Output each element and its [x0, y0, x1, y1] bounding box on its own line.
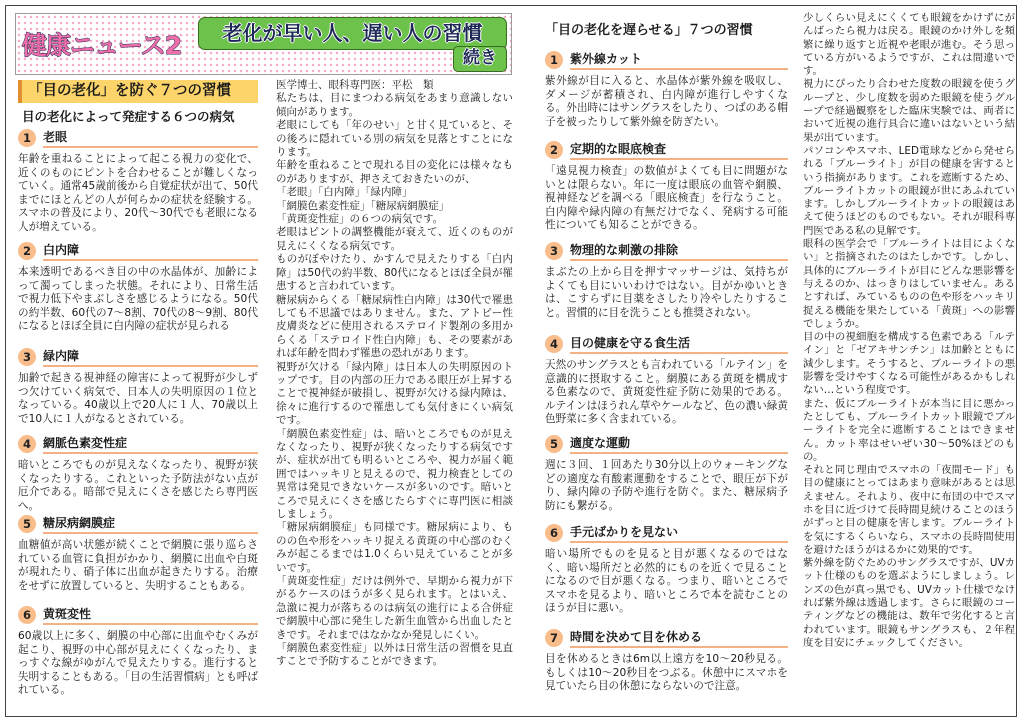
- article-paragraph: 私たちは、目にまつわる病気をあまり意識しない傾向があります。: [276, 92, 513, 118]
- item-number: 2: [545, 141, 563, 159]
- item-body: 血糖値が高い状態が続くことで網膜に張り巡らされている血管に負担がかかり、網膜に出血や白斑が現れたり、硝子体に出血が起きたりする。治療をせずに放置していると、失明することもある。: [18, 539, 258, 592]
- item-body: 本来透明であるべき目の中の水晶体が、加齢によって濁ってしまった状態。それにより、日常生活で視力低下やまぶしさを感じるようになる。50代の約半数、60代の7〜8割、70代の8〜9割、80代になるとほぼ全員に白内障の症状が見られる: [18, 266, 258, 332]
- item-body: 天然のサングラスとも言われている「ルテイン」を意識的に摂取すること。網膜にある黄斑を構成する色素なので、黄斑変性症予防に効果的である。ルテインはほうれん草やケールなど、色の濃い緑黄色野菜に多く含まれている。: [545, 359, 788, 425]
- article-author: 医学博士、眼科専門医：平松 類: [276, 79, 434, 91]
- item-title: 目の健康を守る食生活: [570, 335, 788, 354]
- item-body: 年齢を重ねることによって起こる視力の変化で、近くのものにピントを合わせることが難しくなっていく。通常45歳前後から自覚症状が出て、50代までにほとんどの人が何らかの症状を経験する。スマホの普及により、20代〜30代でも老眼になる人が増えている。: [18, 153, 258, 233]
- disease-item: [18, 513, 258, 601]
- article-paragraph: 「網膜色素変性症」「糖尿病網膜症」: [276, 199, 450, 212]
- item-body: 暗いところでものが見えなくなったり、視野が狭くなったりする。これといった予防法がない点が厄介である。暗部で見えにくさを感じたら専門医へ。: [18, 459, 258, 511]
- item-body: 「遠見視力検査」の数値がよくても目に問題がないとは限らない。年に一度は眼底の血管や網膜、視神経などを調べる「眼底検査」を行なうこと。白内障や緑内障の有無だけでなく、発病する可能性についても知ることができる。: [545, 165, 788, 231]
- item-heading: [18, 346, 258, 367]
- item-title: 手元ばかりを見ない: [570, 524, 788, 543]
- section-title-habits: 「目の老化を遅らせる」７つの習慣: [545, 23, 753, 38]
- item-number: 4: [18, 435, 36, 453]
- item-heading: [545, 333, 788, 354]
- item-heading: [545, 139, 788, 160]
- item-heading: [545, 49, 788, 70]
- item-body: 週に３回、１回あたり30分以上のウォーキングなどの適度な有酸素運動をすることで、眼圧が下がり、緑内障の予防や進行を防ぐ。また、糖尿病予防にも繋がる。: [545, 459, 788, 512]
- item-heading: [545, 627, 788, 648]
- item-body: まぶたの上から目を押すマッサージは、気持ちがよくても目にいいわけではない。目がかゆいときは、こすらずに目薬をさしたり冷やしたりすること。習慣的に目を洗うことも推奨されない。: [545, 266, 788, 319]
- item-title: 黄斑変性: [43, 606, 258, 625]
- item-title: 紫外線カット: [570, 51, 788, 70]
- disease-item: [18, 604, 258, 709]
- habit-item: [545, 522, 788, 625]
- item-heading: [18, 433, 258, 454]
- habit-item: [545, 627, 788, 709]
- article-paragraph: ものがぼやけたり、かすんで見えたりする「白内障」は50代の約半数、80代になるとほぼ全員が罹患すると言われています。: [276, 253, 513, 293]
- disease-item: [18, 433, 258, 511]
- item-number: 3: [545, 242, 563, 260]
- newsletter-banner: [15, 13, 512, 75]
- disease-item: [18, 127, 258, 238]
- item-heading: [545, 240, 788, 261]
- article-paragraph: 視野が欠ける「緑内障」は日本人の失明原因のトップです。目の内部の圧力である眼圧が上昇することで視神経が破損し、視野が欠ける緑内障は、徐々に進行するので罹患しても気付きにくい病気です。: [276, 360, 513, 427]
- habit-item: [545, 433, 788, 520]
- commentary-paragraph: 紫外線を防ぐためのサングラスですが、UVカット仕様のものを選ぶようにしましょう。レンズの色が真っ黒でも、UVカット仕様でなければ紫外線は透過します。さらに眼鏡のコーティングなどの機能は、数年で劣化すると言われています。眼鏡もサングラスも、２年程度を目安にチェックしてください。: [803, 557, 1015, 649]
- commentary-paragraph: 眼科の医学会で「ブルーライトは目によくない」と指摘されたのはたしかです。しかし、具体的にブルーライトが目にどんな悪影響を与えるのか、はっきりはしていません。あるとすれば、みているものの色や形をハッキリ捉える機能を果たしている「黄斑」への影響でしょうか。: [803, 238, 1015, 330]
- item-title: 時間を決めて目を休める: [570, 629, 788, 648]
- item-title: 緑内障: [43, 348, 258, 367]
- item-body: 加齢で起きる視神経の障害によって視野が少しずつ欠けていく病気で、日本人の失明原因の１位となっている。40歳以上で20人に１人、70歳以上で10人に１人がなるとされている。: [18, 372, 258, 425]
- section-title-prevention: 「目の老化」を防ぐ７つの習慣: [18, 80, 258, 103]
- item-number: 7: [545, 629, 563, 647]
- item-number: 1: [545, 51, 563, 69]
- item-title: 適度な運動: [570, 435, 788, 454]
- item-heading: [18, 513, 258, 534]
- item-number: 4: [545, 335, 563, 353]
- item-number: 5: [18, 515, 36, 533]
- commentary-paragraph: 少しくらい見えにくくても眼鏡をかけずにがんばったら視力は戻る。眼鏡のかけ外しを頻繁に繰り返すと近視や老眼が進む。そう思っている方がいるようですが、これは間違いです。: [803, 12, 1015, 78]
- disease-item: [18, 346, 258, 431]
- article-paragraph: 糖尿病からくる「糖尿病性白内障」は30代で罹患しても不思議ではありません。また、アトピー性皮膚炎などに使用されるステロイド製剤の多用からくる「ステロイド性白内障」も、その要素があれば年齢を問わず罹患の恐れがあります。: [276, 293, 513, 360]
- commentary-paragraph: パソコンやスマホ、LED電球などから発せられる「ブルーライト」が目の健康を害するという指摘があります。これを遮断するため、ブルーライトカットの眼鏡が世にあふれています。しかしブルーライトカットの眼鏡はあえて使うほどのものでもない。それが眼科専門医である私の見解です。: [803, 144, 1015, 237]
- item-number: 3: [18, 348, 36, 366]
- item-number: 1: [18, 129, 36, 147]
- item-title: 網脈色素変性症: [43, 435, 258, 454]
- item-title: 定期的な眼底検査: [570, 141, 788, 160]
- article-paragraph: 「網膜色素変性症」以外は日常生活の習慣を見直すことで予防することができます。: [276, 642, 513, 668]
- article-paragraph: 「黄斑変性症」だけは例外で、早期から視力が下がるケースのほうが多く見られます。とはいえ、急激に視力が落ちるのは病気の進行による合併症で網膜中心部に発生した新生血管から出血したときです。それまではなかなか発見しにくい。: [276, 575, 513, 641]
- item-title: 老眼: [43, 129, 258, 148]
- diseases-heading: 目の老化によって発症する６つの病気: [22, 109, 235, 124]
- disease-item: [18, 240, 258, 344]
- commentary-column: [803, 12, 1015, 710]
- article-paragraph: 「糖尿病網膜症」も同様です。糖尿病により、ものの色や形をハッキリ捉える黄斑の中心部のむくみが起こるまでは1.0くらい見えていることが多いです。: [276, 521, 513, 574]
- item-heading: [18, 604, 258, 625]
- item-number: 2: [18, 242, 36, 260]
- item-body: 紫外線が目に入ると、水晶体が紫外線を吸収し、ダメージが蓄積され、白内障が進行しやすくなる。外出時にはサングラスをしたり、つばのある帽子を被ったりして紫外線を防ぎたい。: [545, 75, 788, 128]
- item-heading: [545, 433, 788, 454]
- newsletter-subtitle: 老化が早い人、遅い人の習慣: [198, 17, 507, 50]
- continued-badge: 続き: [453, 46, 507, 72]
- item-title: 物理的な刺激の排除: [570, 242, 788, 261]
- article-column: [276, 79, 513, 709]
- article-paragraph: 「黄斑変性症」の６つの病気です。: [276, 213, 444, 226]
- commentary-paragraph: また、仮にブルーライトが本当に目に悪かったとしても、ブルーライトカット眼鏡でブルーライトを完全に遮断することはできません。カット率はせいぜい30〜50%ほどのもの。: [803, 397, 1015, 463]
- item-heading: [18, 240, 258, 261]
- article-paragraph: 「老眼」「白内障」「緑内障」: [276, 186, 413, 199]
- habit-item: [545, 49, 788, 138]
- article-paragraph: 年齢を重ねることで現れる目の変化には様々なものがありますが、押さえておきたいのが、: [276, 159, 513, 185]
- item-body: 暗い場所でものを見ると目が悪くなるのではなく、暗い場所だと必然的にものを近くで見ることになるので目が悪くなる。つまり、暗いところでスマホを見るより、暗いところで本を読むことのほうが目に悪い。: [545, 548, 788, 614]
- commentary-paragraph: 視力にぴったり合わせた度数の眼鏡を使うグループと、少し度数を弱めた眼鏡を使うグループで経過観察をした臨床実験では、両者において近視の進行具合に違いはないという結果が出ています。: [803, 78, 1015, 144]
- item-title: 糖尿病網膜症: [43, 515, 258, 534]
- item-heading: [18, 127, 258, 148]
- article-paragraph: 老眼はピントの調整機能が衰えて、近くのものが見えにくくなる病気です。: [276, 226, 513, 252]
- commentary-paragraph: 目の中の視細胞を構成する色素である「ルテイン」と「ゼアキサンチン」は加齢とともに減少します。そうすると、ブルーライトの悪影響を受けやすくなる可能性があるかもしれない…という程度です。: [803, 331, 1015, 397]
- commentary-paragraph: それと同じ理由でスマホの「夜間モード」も目の健康にとってはあまり意味があるとは思えません。それより、夜中に布団の中でスマホを目に近づけて長時間見続けることのほうがずっと目の健康を害します。ブルーライトを気にするくらいなら、スマホの長時間使用を避けたほうがはるかに効果的です。: [803, 464, 1015, 556]
- newsletter-title: 健康ニュース2: [22, 31, 182, 60]
- item-number: 6: [545, 524, 563, 542]
- article-paragraph: 「網膜色素変性症」は、暗いところでものが見えなくなったり、視野が狭くなったりする病気ですが、症状が出ても明るいところや、視力が届く範囲ではハッキリと見えるので、視力検査としての異常は発見できないケースが多いのです。暗いところで見えにくさを感じたらすぐに専門医に相談しましょう。: [276, 427, 513, 520]
- habit-item: [545, 240, 788, 331]
- item-heading: [545, 522, 788, 543]
- item-body: 目を休めるときは6m以上遠方を10〜20秒見る。もしくは10〜20秒目をつぶる。休憩中にスマホを見ていたら目の休憩にならないので注意。: [545, 653, 788, 692]
- habit-item: [545, 333, 788, 431]
- article-paragraph: 老眼にしても「年のせい」と甘く見ていると、その後ろに隠れている別の病気を見落とすことになります。: [276, 119, 513, 159]
- item-number: 6: [18, 606, 36, 624]
- habit-item: [545, 139, 788, 238]
- item-body: 60歳以上に多く、網膜の中心部に出血やむくみが起こり、視野の中心部が見えにくくなったり、まっすぐな線がゆがんで見えたりする。進行すると失明することもある。「目の生活習慣病」とも呼ばれている。: [18, 630, 258, 696]
- item-number: 5: [545, 435, 563, 453]
- item-title: 白内障: [43, 242, 258, 261]
